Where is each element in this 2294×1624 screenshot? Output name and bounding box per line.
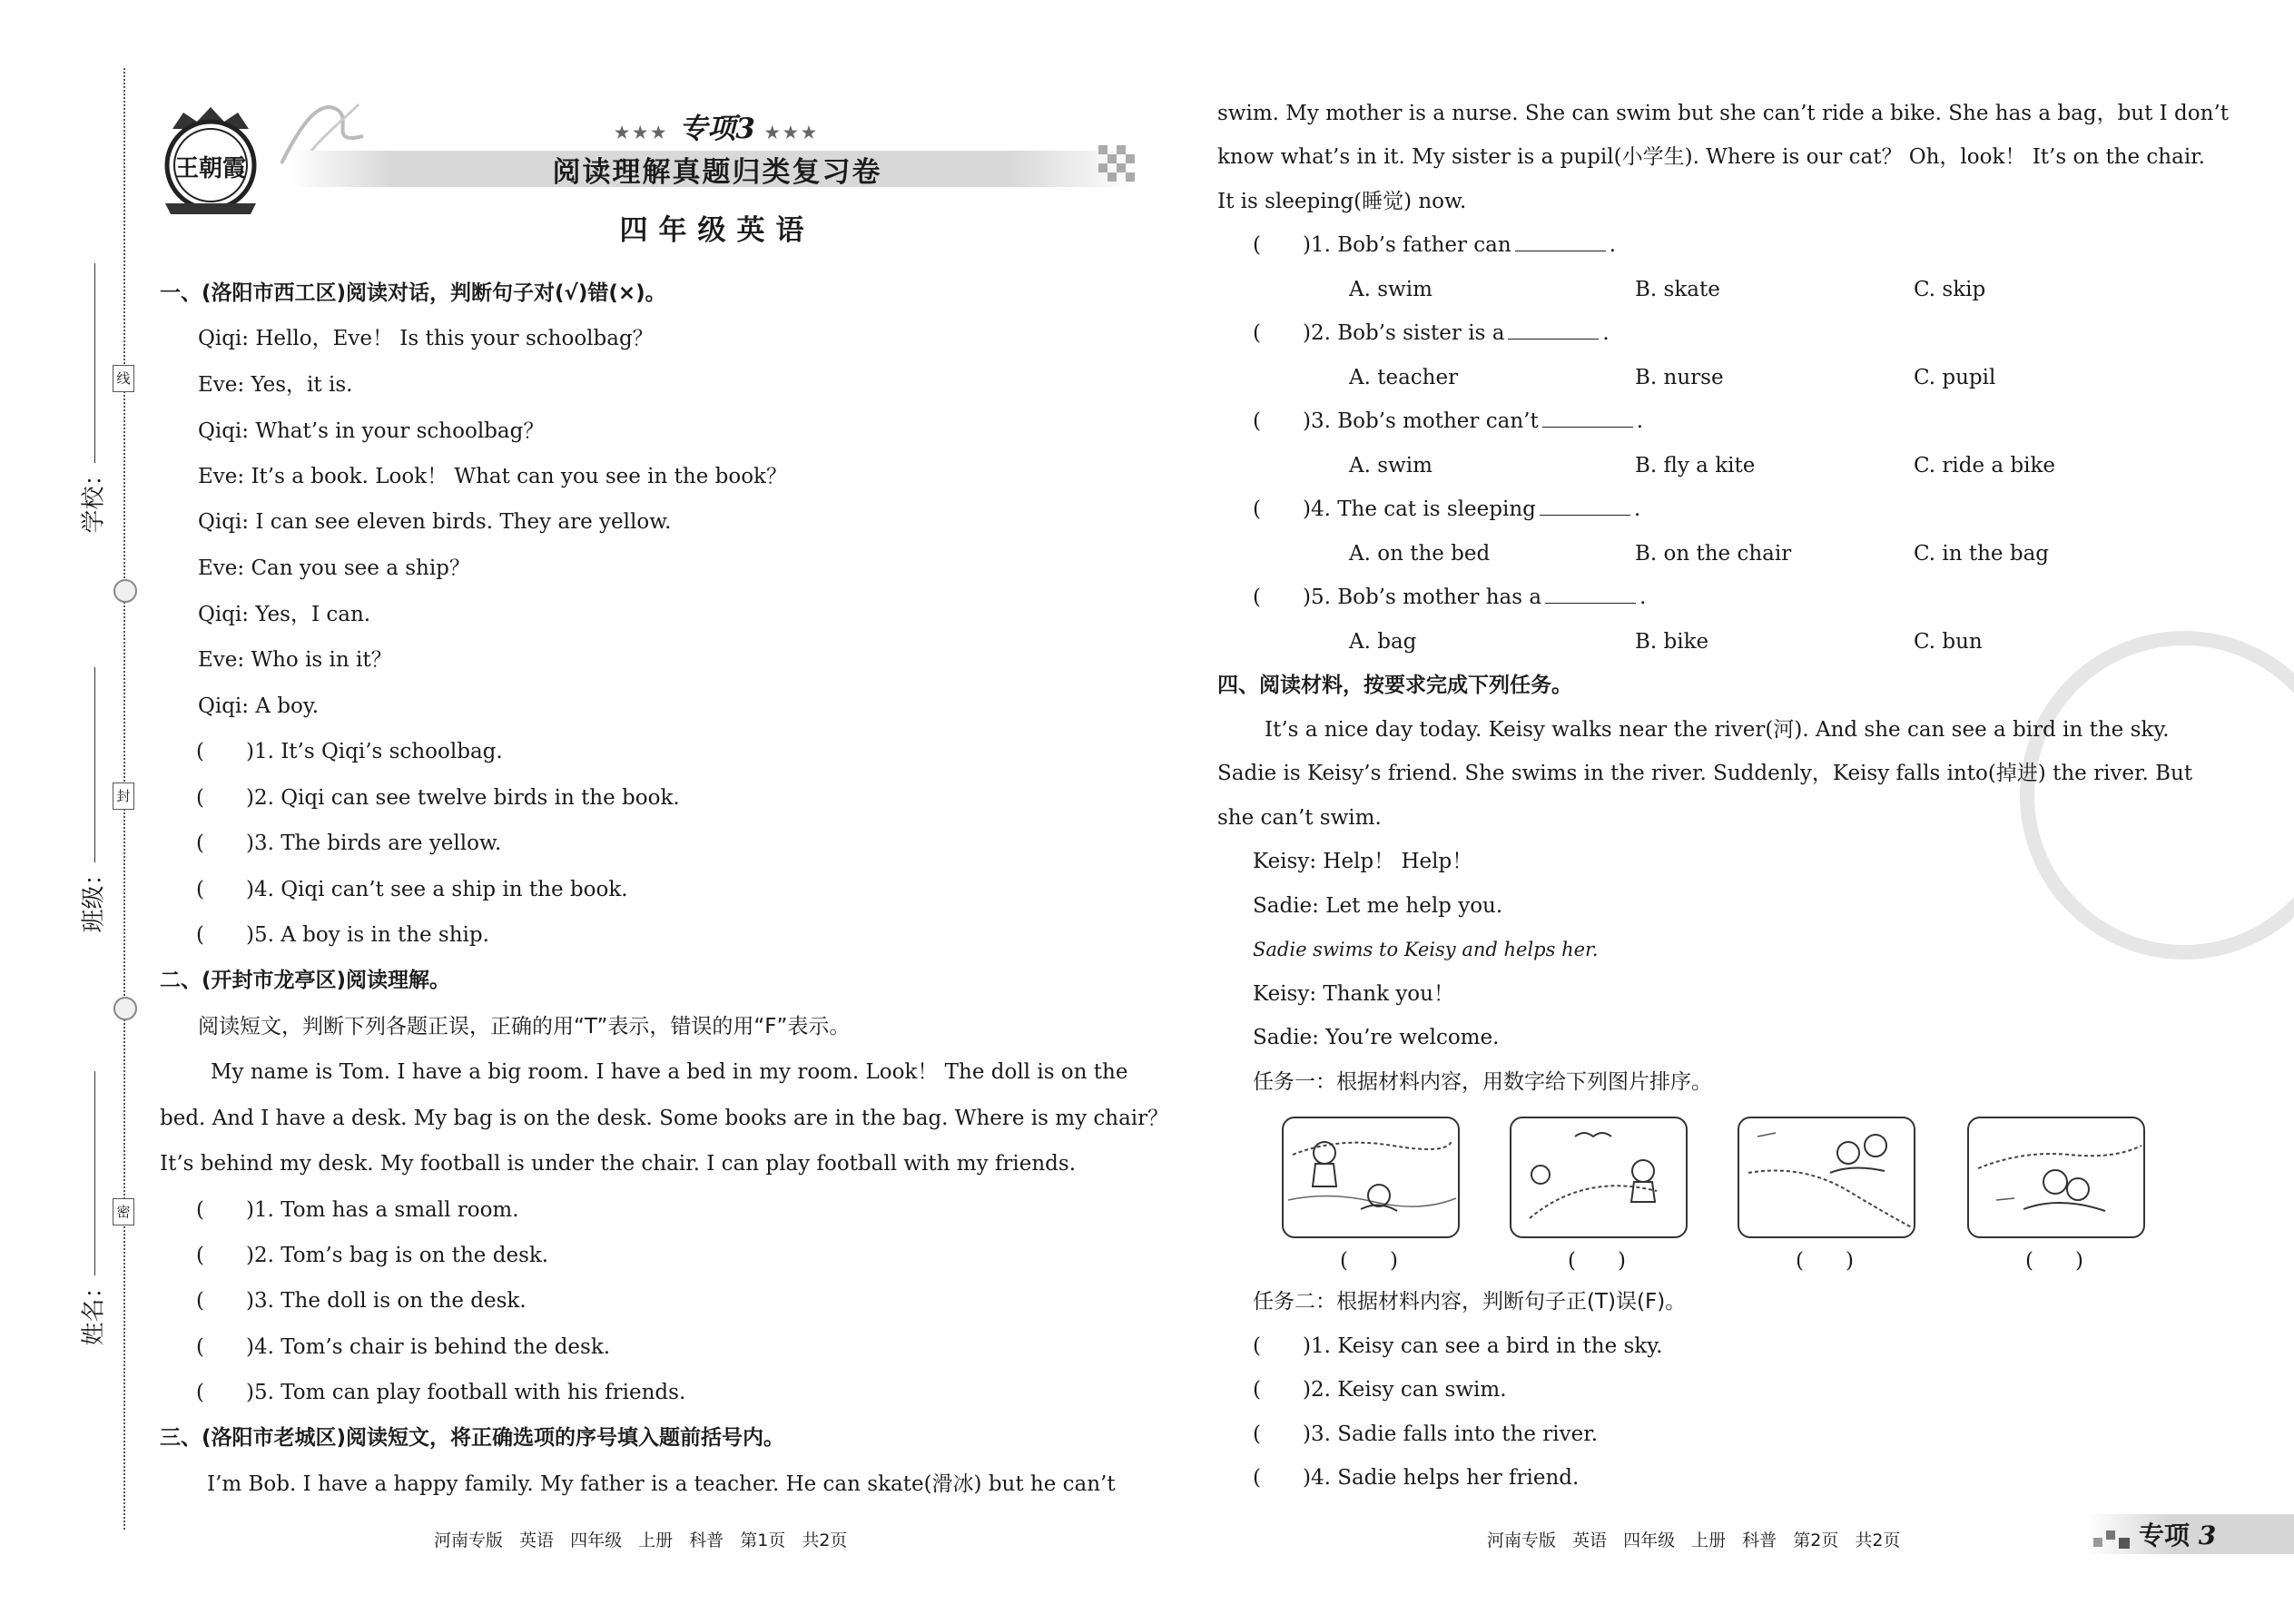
mc-question[interactable] <box>1253 231 1616 259</box>
option-a[interactable]: A. swim <box>1349 278 1433 301</box>
question-stem: ( )4. The cat is sleeping <box>1253 497 1536 521</box>
dialogue-line: Eve: Yes，it is. <box>198 373 353 397</box>
picture-girl-swimming-icon <box>1739 1118 1914 1236</box>
picture-friends-helping-icon <box>1969 1118 2143 1236</box>
special-topic-tag <box>599 105 835 146</box>
corner-prefix: 专项 <box>2139 1521 2191 1550</box>
option-b[interactable]: B. fly a kite <box>1635 454 1756 477</box>
mc-question[interactable] <box>1253 408 1643 435</box>
option-c[interactable]: C. pupil <box>1914 366 1996 389</box>
option-a[interactable]: A. teacher <box>1349 366 1459 389</box>
question-item[interactable]: ( )4. Sadie helps her friend. <box>1253 1466 1580 1490</box>
option-c[interactable]: C. in the bag <box>1914 542 2050 566</box>
section2-instruction: 阅读短文，判断下列各题正误，正确的用“T”表示，错误的用“F”表示。 <box>198 1015 851 1038</box>
section1-heading: 一、(洛阳市西工区)阅读对话，判断句子对(√)错(×)。 <box>160 281 666 305</box>
question-item[interactable]: ( )3. Sadie falls into the river. <box>1253 1422 1599 1446</box>
binding-box-top: 线 <box>113 365 134 392</box>
passage-line: My name is Tom. I have a big room. I have a bed in my room. Look！ The doll is on the <box>211 1060 1128 1084</box>
dialogue-line: Qiqi: What’s in your schoolbag？ <box>198 419 545 443</box>
dialogue-line: Sadie: Let me help you. <box>1253 894 1503 918</box>
option-b[interactable]: B. skate <box>1635 278 1720 301</box>
dialogue-line: Keisy: Thank you！ <box>1253 982 1454 1006</box>
mc-question[interactable] <box>1253 496 1640 523</box>
footer-right: 河南专版 英语 四年级 上册 科普 第2页 共2页 <box>1487 1530 1901 1550</box>
question-item[interactable]: ( )3. The doll is on the desk. <box>196 1289 527 1313</box>
dialogue-line: Qiqi: Yes，I can. <box>198 603 371 626</box>
mc-question[interactable] <box>1253 320 1610 347</box>
option-b[interactable]: B. on the chair <box>1635 542 1792 566</box>
section3-heading: 三、(洛阳市老城区)阅读短文，将正确选项的序号填入题前括号内。 <box>160 1426 785 1450</box>
question-item[interactable]: ( )4. Tom’s chair is behind the desk. <box>196 1335 611 1359</box>
corner-squares-icon <box>2093 1525 2133 1550</box>
dialogue-line: Eve: Can you see a ship？ <box>198 556 470 580</box>
picture-order-blank[interactable]: ( ) <box>2025 1249 2083 1273</box>
question-item[interactable]: ( )5. A boy is in the ship. <box>196 923 489 947</box>
question-item[interactable]: ( )1. It’s Qiqi’s schoolbag. <box>196 740 503 763</box>
option-c[interactable]: C. skip <box>1914 278 1986 301</box>
option-c[interactable]: C. bun <box>1914 630 1983 654</box>
answer-blank[interactable] <box>1540 497 1630 516</box>
passage-line: Sadie is Keisy’s friend. She swims in the river. Suddenly，Keisy falls into(掉进) the river. But <box>1217 762 2193 785</box>
task1-instruction: 任务一：根据材料内容，用数字给下列图片排序。 <box>1253 1070 1712 1094</box>
option-c[interactable]: C. ride a bike <box>1914 454 2056 477</box>
passage-line: It’s a nice day today. Keisy walks near the river(河). And she can see a bird in the sky. <box>1265 718 2170 742</box>
binding-box-middle: 封 <box>113 782 134 810</box>
corner-number: 3 <box>2198 1521 2217 1550</box>
stage-direction: Sadie swims to Keisy and helps her. <box>1253 939 1599 960</box>
logo-text: 王朝霞 <box>174 155 246 182</box>
option-b[interactable]: B. bike <box>1635 630 1709 654</box>
passage-line: I’m Bob. I have a happy family. My father is a teacher. He can skate(滑冰) but he can’t <box>207 1472 1116 1496</box>
stem-end: . <box>1602 321 1610 345</box>
passage-line: know what’s in it. My sister is a pupil(小学生). Where is our cat？ Oh，look！ It’s on the chair. <box>1217 145 2205 169</box>
banner-checker-icon <box>1098 145 1144 191</box>
question-item[interactable]: ( )5. Tom can play football with his friends. <box>196 1381 686 1404</box>
question-item[interactable]: ( )2. Qiqi can see twelve birds in the book. <box>196 786 680 810</box>
footer-left: 河南专版 英语 四年级 上册 科普 第1页 共2页 <box>434 1530 848 1550</box>
stars-right: ★★★ <box>764 123 820 143</box>
story-picture-3[interactable] <box>1738 1117 1915 1238</box>
dialogue-line: Qiqi: A boy. <box>198 694 320 718</box>
question-stem: ( )1. Bob’s father can <box>1253 233 1511 257</box>
option-b[interactable]: B. nurse <box>1635 366 1724 389</box>
stem-end: . <box>1609 233 1617 257</box>
passage-line: she can’t swim. <box>1217 806 1382 830</box>
answer-blank[interactable] <box>1542 408 1633 428</box>
page-title: 阅读理解真题归类复习卷 <box>552 156 882 189</box>
passage-line: It is sleeping(睡觉) now. <box>1217 190 1467 213</box>
option-a[interactable]: A. on the bed <box>1349 542 1491 566</box>
class-label: 班级： <box>80 861 108 933</box>
dialogue-line: Qiqi: I can see eleven birds. They are yellow. <box>198 510 672 534</box>
picture-order-blank[interactable]: ( ) <box>1568 1249 1626 1273</box>
picture-bird-in-sky-icon <box>1511 1118 1686 1236</box>
stars-left: ★★★ <box>614 123 670 143</box>
question-item[interactable]: ( )1. Keisy can see a bird in the sky. <box>1253 1334 1663 1358</box>
dialogue-line: Qiqi: Hello，Eve！ Is this your schoolbag？ <box>198 327 654 350</box>
watermark-stamp <box>2020 631 2294 960</box>
passage-line: It’s behind my desk. My football is under the chair. I can play football with my friends. <box>160 1152 1077 1176</box>
picture-girl-in-river-icon <box>1284 1118 1458 1236</box>
class-line <box>94 667 95 862</box>
dialogue-line: Sadie: You’re welcome. <box>1253 1026 1500 1049</box>
question-item[interactable]: ( )2. Keisy can swim. <box>1253 1378 1507 1402</box>
stem-end: . <box>1633 497 1641 521</box>
task2-instruction: 任务二：根据材料内容，判断句子正(T)误(F)。 <box>1253 1290 1687 1314</box>
page-subtitle: 四年级英语 <box>619 214 815 247</box>
story-picture-4[interactable] <box>1967 1117 2145 1238</box>
mc-question[interactable] <box>1253 584 1646 611</box>
picture-order-blank[interactable]: ( ) <box>1340 1249 1398 1273</box>
option-a[interactable]: A. swim <box>1349 454 1433 477</box>
stem-end: . <box>1636 409 1644 433</box>
school-line <box>94 263 95 463</box>
dialogue-line: Eve: Who is in it？ <box>198 648 392 672</box>
stem-end: . <box>1639 586 1647 609</box>
name-line <box>94 1071 95 1275</box>
story-picture-2[interactable] <box>1510 1117 1688 1238</box>
answer-blank[interactable] <box>1545 585 1636 604</box>
answer-blank[interactable] <box>1515 232 1606 251</box>
section2-heading: 二、(开封市龙亭区)阅读理解。 <box>160 969 451 992</box>
question-item[interactable]: ( )4. Qiqi can’t see a ship in the book. <box>196 878 628 901</box>
answer-blank[interactable] <box>1508 320 1599 340</box>
passage-line: bed. And I have a desk. My bag is on the desk. Some books are in the bag. Where is my chair？ <box>160 1107 1169 1130</box>
binding-seal-icon <box>113 579 137 603</box>
dialogue-line: Keisy: Help！ Help！ <box>1253 850 1473 873</box>
option-a[interactable]: A. bag <box>1349 630 1417 654</box>
binding-box-bottom: 密 <box>113 1198 134 1225</box>
question-stem: ( )3. Bob’s mother can’t <box>1253 409 1539 433</box>
question-item[interactable]: ( )2. Tom’s bag is on the desk. <box>196 1244 549 1267</box>
question-stem: ( )5. Bob’s mother has a <box>1253 586 1542 609</box>
dialogue-line: Eve: It’s a book. Look！ What can you see in the book？ <box>198 465 787 488</box>
picture-order-blank[interactable]: ( ) <box>1796 1249 1854 1273</box>
name-label: 姓名： <box>80 1275 108 1346</box>
school-label: 学校： <box>80 462 108 534</box>
question-stem: ( )2. Bob’s sister is a <box>1253 321 1505 345</box>
tag-label: 专项3 <box>679 113 755 145</box>
binding-seal-icon <box>113 997 137 1020</box>
question-item[interactable]: ( )3. The birds are yellow. <box>196 832 502 855</box>
story-picture-1[interactable] <box>1282 1117 1460 1238</box>
corner-label <box>2139 1516 2216 1552</box>
question-item[interactable]: ( )1. Tom has a small room. <box>196 1198 519 1222</box>
passage-line: swim. My mother is a nurse. She can swim but she can’t ride a bike. She has a bag，but I don’t <box>1217 102 2229 125</box>
section4-heading: 四、阅读材料，按要求完成下列任务。 <box>1217 674 1572 697</box>
